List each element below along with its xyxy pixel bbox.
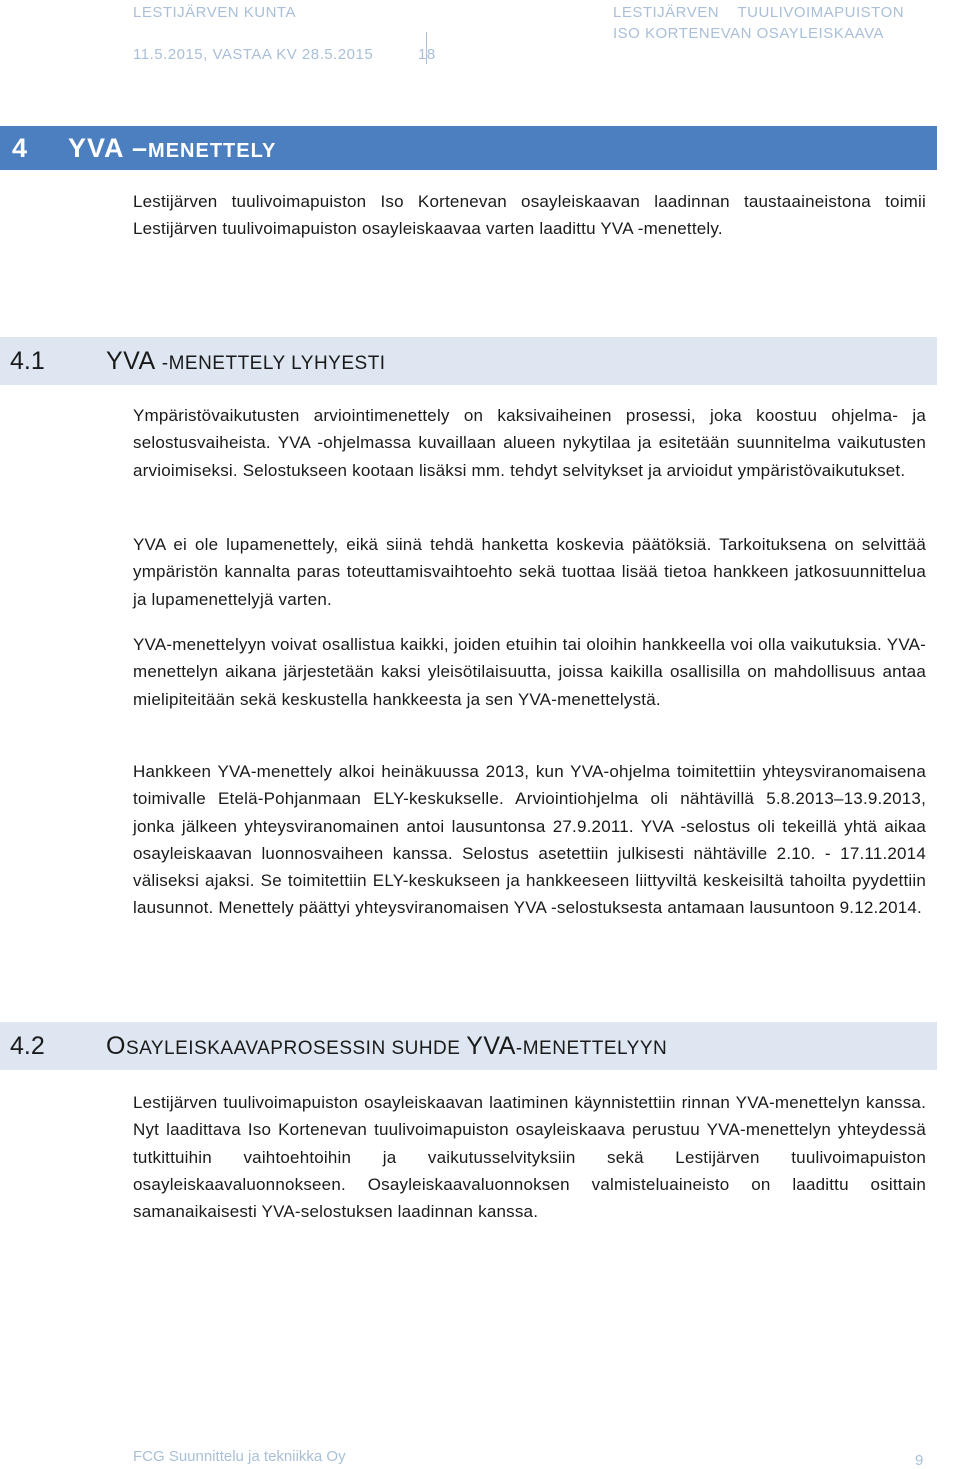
section-4-1-paragraph: Hankkeen YVA-menettely alkoi heinäkuussa 2013, kun YVA-ohjelma toimitettiin yhteysviranomaisena toimivalle Etelä-Pohjanmaan ELY-keskukselle. Arviointiohjelma oli nähtävillä 5.8.2013–13.9.2013, jonka jälkeen yhteysviranomainen antoi lausuntonsa 27.9.2011. YVA -selostus oli tekeillä yhtä aikaa osayleiskaavan luonnosvaiheen kanssa. Selostus asetettiin julkisesti nähtäville 2.10. - 17.11.2014 väliseksi ajaksi. Se toimitettiin ELY-keskukseen ja hankkeeseen liittyviltä keskeisiltä tahoilta pyydettiin lausunnot. Menettely päättyi yhteysviranomaisen YVA -selostuksesta antamaan lausuntoon 9.12.2014. (133, 762, 926, 918)
section-4-1-heading (0, 337, 937, 385)
section-4-1-title-small: -MENETTELY LYHYESTI (161, 353, 386, 374)
section-4-1-paragraph: YVA ei ole lupamenettely, eikä siinä tehdä hanketta koskevia päätöksiä. Tarkoituksena on selvittää ympäristön kannalta paras toteuttamisvaihtoehto sekä tuottaa lisää tietoa hankkeen jatkosuunnittelua ja lupamenettelyjä varten. (133, 535, 926, 609)
section-4-number: 4 (12, 133, 28, 163)
section-4-1-title-main: YVA (106, 347, 155, 375)
section-4-2-title (106, 1032, 667, 1061)
section-4-2-number: 4.2 (10, 1032, 45, 1060)
section-4-1-paragraph: Ympäristövaikutusten arviointimenettely on kaksivaiheinen prosessi, joka koostuu ohjelma- ja selostusvaiheista. YVA -ohjelmassa kuvaillaan alueen nykytilaa ja esitetään suunnitelma vaikutusten arvioimiseksi. Selostukseen kootaan lisäksi mm. tehdyt selvitykset ja arvioidut ympäristövaikutukset. (133, 406, 926, 480)
section-4-1-paragraph: YVA-menettelyyn voivat osallistua kaikki, joiden etuihin tai oloihin hankkeella voi olla vaikutuksia. YVA-menettelyn aikana järjestetään kaksi yleisötilaisuutta, joissa kaikilla osallisilla on mahdollisuus antaa mielipiteitään sekä keskustella hankkeesta ja sen YVA-menettelystä. (133, 635, 926, 709)
header-project: LESTIJÄRVEN TUULIVOIMAPUISTON (613, 4, 905, 21)
header-municipality: LESTIJÄRVEN KUNTA (133, 4, 296, 21)
section-4-2-title-small-end: -MENETTELYYN (515, 1038, 668, 1059)
section-4-title-main: YVA – (68, 133, 149, 163)
section-4-2-heading (0, 1022, 937, 1070)
header-date: 11.5.2015, VASTAA KV 28.5.2015 (133, 46, 374, 63)
section-4-2-title-initial: O (106, 1032, 126, 1060)
section-4-1-number: 4.1 (10, 347, 45, 375)
section-4-2-title-small: SAYLEISKAAVAPROSESSIN SUHDE (125, 1038, 467, 1059)
section-4-title (68, 133, 276, 164)
footer-company: FCG Suunnittelu ja tekniikka Oy (133, 1448, 346, 1465)
header-page-number: 18 (418, 46, 436, 63)
footer-page-number: 9 (915, 1452, 924, 1469)
section-4-2-title-yva: YVA (466, 1032, 516, 1060)
section-4-title-small: MENETTELY (148, 140, 277, 162)
section-4-1-title (106, 347, 386, 376)
section-4-intro: Lestijärven tuulivoimapuiston Iso Kortenevan osayleiskaavan laadinnan taustaaineistona toimii Lestijärven tuulivoimapuiston osayleiskaavaa varten laadittu YVA -menettely. (133, 192, 926, 239)
header-plan-name: ISO KORTENEVAN OSAYLEISKAAVA (613, 25, 885, 42)
section-4-2-paragraph: Lestijärven tuulivoimapuiston osayleiskaavan laatiminen käynnistettiin rinnan YVA-menettelyn kanssa. Nyt laadittava Iso Kortenevan tuulivoimapuiston osayleiskaava perustuu YVA-menettelyn yhteydessä tutkittuihin vaihtoehtoihin ja vaikutusselvityksiin sekä Lestijärven tuulivoimapuiston osayleiskaavaluonnokseen. Osayleiskaavaluonnoksen valmisteluaineisto on laadittu osittain samanaikaisesti YVA-selostuksen laadinnan kanssa. (133, 1093, 926, 1222)
section-4-heading (0, 126, 937, 170)
